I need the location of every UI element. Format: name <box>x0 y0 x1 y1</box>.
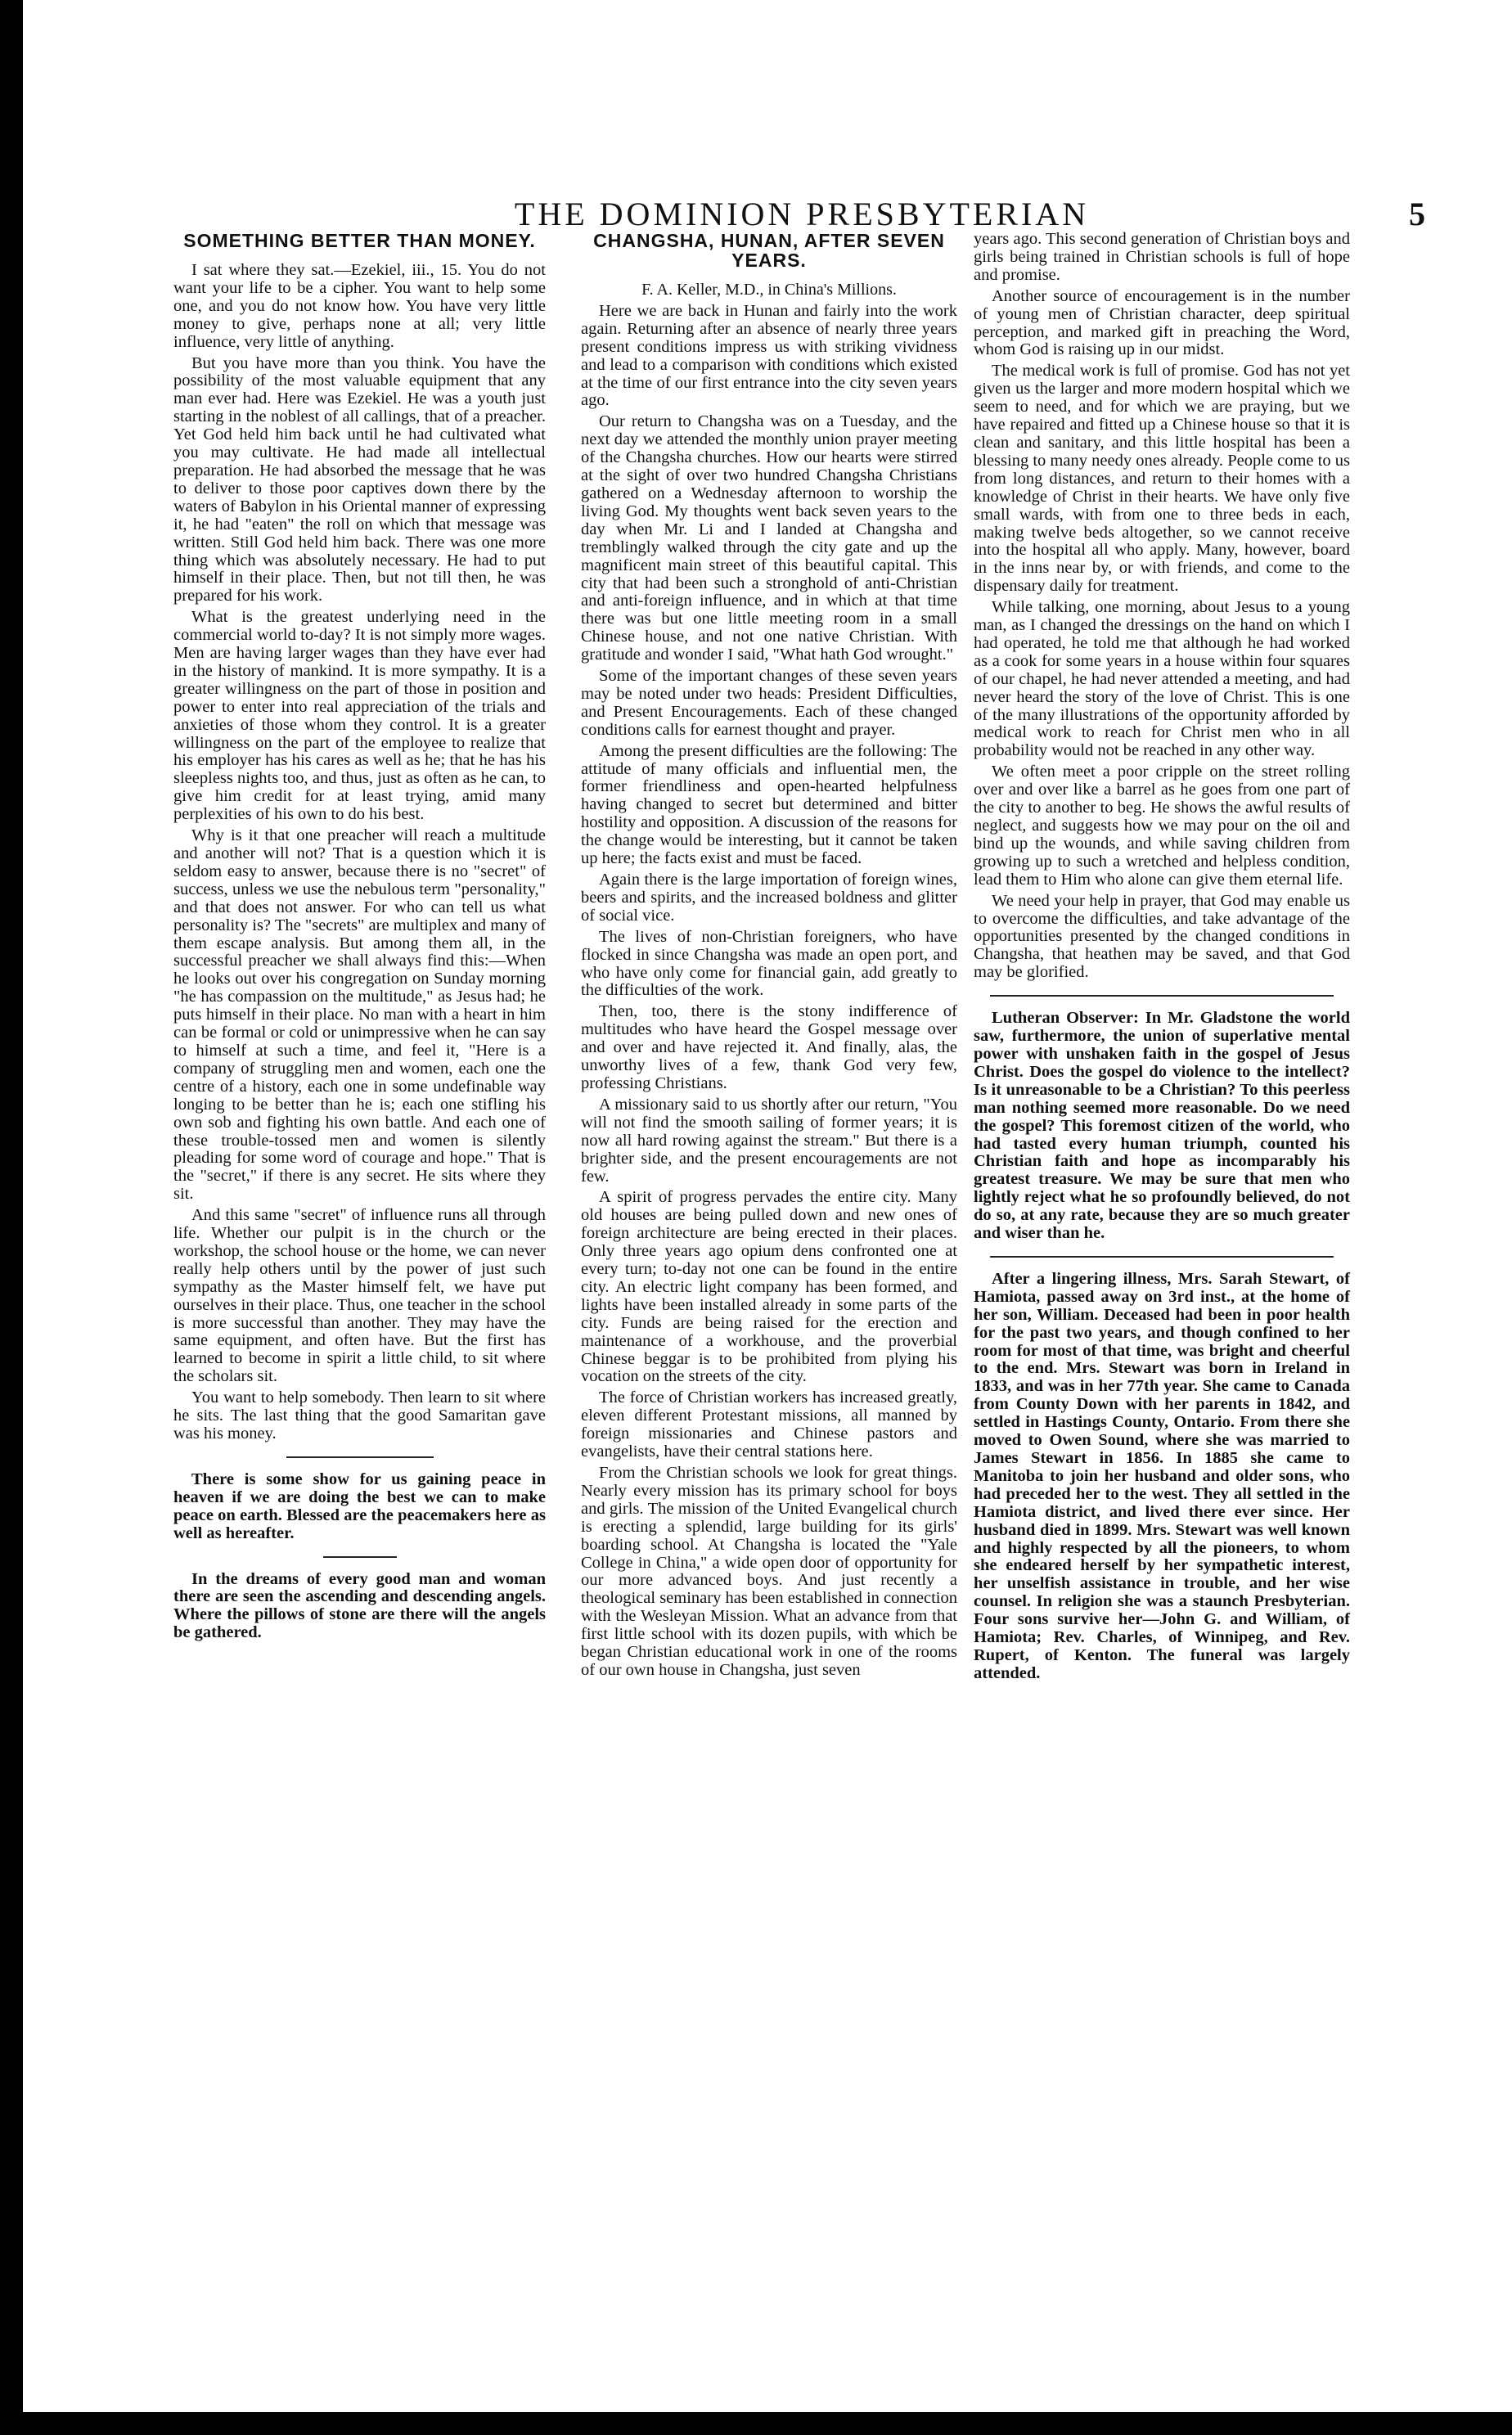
paragraph: And this same "secret" of influence runs all through life. Whether our pulpit is in the church or the workshop, the school house or the home, we can never really help others until by the power of just such sympathy as the Master himself felt, we have put ourselves in their place. Thus, one teacher in the school is more successful than another. They may have the same equipment, and often have. But the first has learned to become in spirit a little child, to sit where the scholars sit. <box>173 1206 546 1386</box>
paragraph: After a lingering illness, Mrs. Sarah Stewart, of Hamiota, passed away on 3rd inst., at the home of her son, William. Deceased had been in poor health for the past two years, and though confined to her room for most of that time, was bright and cheerful to the end. Mrs. Stewart was born in Ireland in 1833, and was in her 77th year. She came to Canada from County Down with her parents in 1842, and settled in Hastings County, Ontario. From there she moved to Owen Sound, where she was married to James Stewart in 1856. In 1885 she came to Manitoba to join her husband and older sons, who had preceded her to the west. They all settled in the Hamiota district, and lived there ever since. Her husband died in 1899. Mrs. Stewart was well known and highly respected by all the pioneers, to whom she endeared herself by her sympathetic interest, her unselfish assistance in trouble, and her wise counsel. In religion she was a staunch Presbyterian. Four sons survive her—John G. and William, of Hamiota; Rev. Charles, of Winnipeg, and Rev. Rupert, of Kenton. The funeral was largely attended. <box>974 1269 1350 1682</box>
paragraph: A missionary said to us shortly after our return, "You will not find the smooth sailing of former years; it is now all hard rowing against the stream." But there is a brighter side, and the present encouragements are not few. <box>581 1095 957 1186</box>
divider <box>990 995 1334 997</box>
article-headline: SOMETHING BETTER THAN MONEY. <box>183 230 536 251</box>
paragraph: The force of Christian workers has increased greatly, eleven different Protestant missions, all manned by foreign missionaries and Chinese pastors and evangelists, have their central stations here. <box>581 1389 957 1461</box>
divider <box>990 1256 1334 1258</box>
paragraph: While talking, one morning, about Jesus to a young man, as I changed the dressings on the hand on which I had operated, he told me that although he had worked as a cook for some years in a house within four squares of our chapel, he had never attended a meeting, and had never heard the story of the love of Christ. This is one of the many illustrations of the opportunity afforded by medical work to reach for Christ men who in all probability would not be reached in any other way. <box>974 598 1350 760</box>
masthead: THE DOMINION PRESBYTERIAN <box>514 196 1090 232</box>
paragraph: Why is it that one preacher will reach a multitude and another will not? That is a question which it is seldom easy to answer, because there is no "secret" of success, unless we use the nebulous term "personality," and that does not answer. For who can tell us what personality is? The "secrets" are multiplex and many of them escape analysis. But among them all, in the successful preacher we shall always find this:—When he looks out over his congregation on Sunday morning "he has compassion on the multitude," as Jesus had; he puts himself in their place. No man with a heart in him can be formal or cold or unimpressive when he can say to himself at such a time, and feel it, "Here is a company of struggling men and women, each one the centre of a history, each one in some undefinable way longing to be better than he is; each one stifling his own sob and fighting his own battle. And each one of these trouble-tossed men and women is silently pleading for some word of courage and hope." That is the "secret," if there is any secret. He sits where they sit. <box>173 826 546 1204</box>
paragraph: I sat where they sat.—Ezekiel, iii., 15. You do not want your life to be a cipher. You want to help some one, and you do not know how. You have very little money to give, perhaps none at all; very little influence, very little of anything. <box>173 261 546 351</box>
paragraph: You want to help somebody. Then learn to sit where he sits. The last thing that the good Samaritan gave was his money. <box>173 1389 546 1443</box>
paragraph: What is the greatest underlying need in the commercial world to-day? It is not simply more wages. Men are having larger wages than they have ever had in the history of mankind. It is more sympathy. It is a greater willingness on the part of those in position and power to enter into real appreciation of the trials and anxieties of those whom they control. It is a greater willingness on the part of the employee to realize that his employer has his cares as well as he; that he has his sleepless nights too, and thus, just as often as he can, to give him credit for at least trying, amid many perplexities of his own to do his best. <box>173 608 546 824</box>
paragraph: From the Christian schools we look for great things. Nearly every mission has its primary school for boys and girls. The mission of the United Evangelical church is erecting a splendid, large building for its girls' boarding school. At Changsha is located the "Yale College in China," a wide open door of opportunity for our more advanced boys. And just recently a theological seminary has been established in connection with the Wesleyan Mission. What an advance from that first little school with its dozen pupils, with which be began Christian educational work in one of the rooms of our own house in Changsha, just seven <box>581 1464 957 1679</box>
paragraph: In the dreams of every good man and woman there are seen the ascending and descending angels. Where the pillows of stone are there will the angels be gathered. <box>173 1569 546 1642</box>
paragraph: Here we are back in Hunan and fairly into the work again. Returning after an absence of nearly three years present conditions impress us with striking vividness and lead to a comparison with conditions which existed at the time of our first entrance into the city seven years ago. <box>581 301 957 410</box>
paragraph: Then, too, there is the stony indifference of multitudes who have heard the Gospel message over and over and have rejected it. And finally, alas, the unworthy lives of a few, thank God very few, professing Christians. <box>581 1002 957 1092</box>
page-edge-left <box>0 0 23 2435</box>
divider <box>323 1556 397 1558</box>
paragraph: We often meet a poor cripple on the street rolling over and over like a barrel as he goes from one part of the city to another to beg. He shows the awful results of neglect, and suggests how we may pour on the oil and bind up the wounds, and while saving children from growing up to such a wretched and helpless condition, lead them to Him who alone can give them eternal life. <box>974 763 1350 889</box>
paragraph: We need your help in prayer, that God may enable us to overcome the difficulties, and take advantage of the opportunities presented by the changed conditions in Changsha, that heathen may be saved, and that God may be glorified. <box>974 891 1350 982</box>
paragraph: A spirit of progress pervades the entire city. Many old houses are being pulled down and new ones of foreign architecture are being erected in their places. Only three years ago opium dens confronted one at every turn; to-day not one can be found in the entire city. An electric light company has been formed, and lights have been installed already in some parts of the city. Funds are being raised for the erection and maintenance of a workhouse, and the proverbial Chinese beggar is to be prohibited from plying his vocation on the streets of the city. <box>581 1188 957 1386</box>
paragraph: Some of the important changes of these seven years may be noted under two heads: President Difficulties, and Present Encouragements. Each of these changed conditions calls for earnest thought and prayer. <box>581 667 957 739</box>
byline: F. A. Keller, M.D., in China's Millions. <box>641 281 897 299</box>
column-2 <box>581 231 957 1680</box>
column-1 <box>173 231 546 1642</box>
paragraph: But you have more than you think. You have the possibility of the most valuable equipment that any man ever had. Here was Ezekiel. He was a youth just starting in the noblest of all callings, that of a preacher. Yet God held him back until he had cultivated what you may cultivate. He had made all intellectual preparation. He had absorbed the message that he was to deliver to those poor captives down there by the waters of Babylon in his Oriental manner of expressing it, he had "eaten" the roll on which that message was written. Still God held him back. There was one more thing which was absolutely necessary. He had to put himself in their place. Then, but not till then, he was prepared for his work. <box>173 353 546 605</box>
divider <box>286 1456 434 1458</box>
paragraph: Our return to Changsha was on a Tuesday, and the next day we attended the monthly union prayer meeting of the Changsha churches. How our hearts were stirred at the sight of over two hundred Changsha Christians gathered on a Wednesday afternoon to worship the living God. My thoughts went back seven years to the day when Mr. Li and I landed at Changsha and tremblingly walked through the city gate and up the magnificent main street of this beautiful capital. This city that had been such a stronghold of anti-Christian and anti-foreign influence, and in which at that time there was but one little meeting room in a small Chinese house, and not one native Christian. With gratitude and wonder I said, "What hath God wrought." <box>581 412 957 664</box>
page-edge-bottom <box>0 2412 1512 2435</box>
page-header <box>98 190 1440 232</box>
paragraph: The lives of non-Christian foreigners, who have flocked in since Changsha was made an open port, and who have only come for financial gain, add greatly to the difficulties of the work. <box>581 927 957 1000</box>
paragraph: Among the present difficulties are the following: The attitude of many officials and influential men, the former friendliness and open-hearted helpfulness having changed to secret but determined and bitter hostility and opposition. A discussion of the reasons for the change would be interesting, but it cannot be taken up here; the facts exist and must be faced. <box>581 741 957 868</box>
article-headline: CHANGSHA, HUNAN, AFTER SEVEN YEARS. <box>593 230 945 271</box>
paragraph: Lutheran Observer: In Mr. Gladstone the world saw, furthermore, the union of superlative mental power with unshaken faith in the gospel of Jesus Christ. Does the gospel do violence to the intellect? Is it unreasonable to be a Christian? To this peerless man nothing seemed more reasonable. Do we need the gospel? This foremost citizen of the world, who had tasted every human triumph, counted his Christian faith and hope as incomparably his greatest treasure. We may be sure that men who lightly reject what he so profoundly believed, do not do so, at any rate, because they are so much greater and wiser than he. <box>974 1009 1350 1243</box>
paragraph: years ago. This second generation of Christian boys and girls being trained in Christian schools is full of hope and promise. <box>974 230 1350 284</box>
paragraph: There is some show for us gaining peace in heaven if we are doing the best we can to make peace on earth. Blessed are the peacemakers here as well as hereafter. <box>173 1470 546 1542</box>
paragraph: The medical work is full of promise. God has not yet given us the larger and more modern hospital which we seem to need, and for which we are praying, but we have repaired and fitted up a Chinese house so that it is clean and sanitary, and this little hospital has been a blessing to many needy ones already. People come to us from long distances, and return to their homes with a knowledge of Christ in their hearts. We have only five small wards, with from one to three beds in each, making twelve beds altogether, so we cannot receive into the hospital all who apply. Many, however, board in the inns near by, or with friends, and come to the dispensary daily for treatment. <box>974 362 1350 596</box>
column-3 <box>974 231 1350 1683</box>
paragraph: Another source of encouragement is in the number of young men of Christian character, deep spiritual perception, and marked gift in preaching the Word, whom God is raising up in our midst. <box>974 286 1350 359</box>
paragraph: Again there is the large importation of foreign wines, beers and spirits, and the increased boldness and glitter of social vice. <box>581 871 957 925</box>
page-number: 5 <box>1409 196 1425 232</box>
